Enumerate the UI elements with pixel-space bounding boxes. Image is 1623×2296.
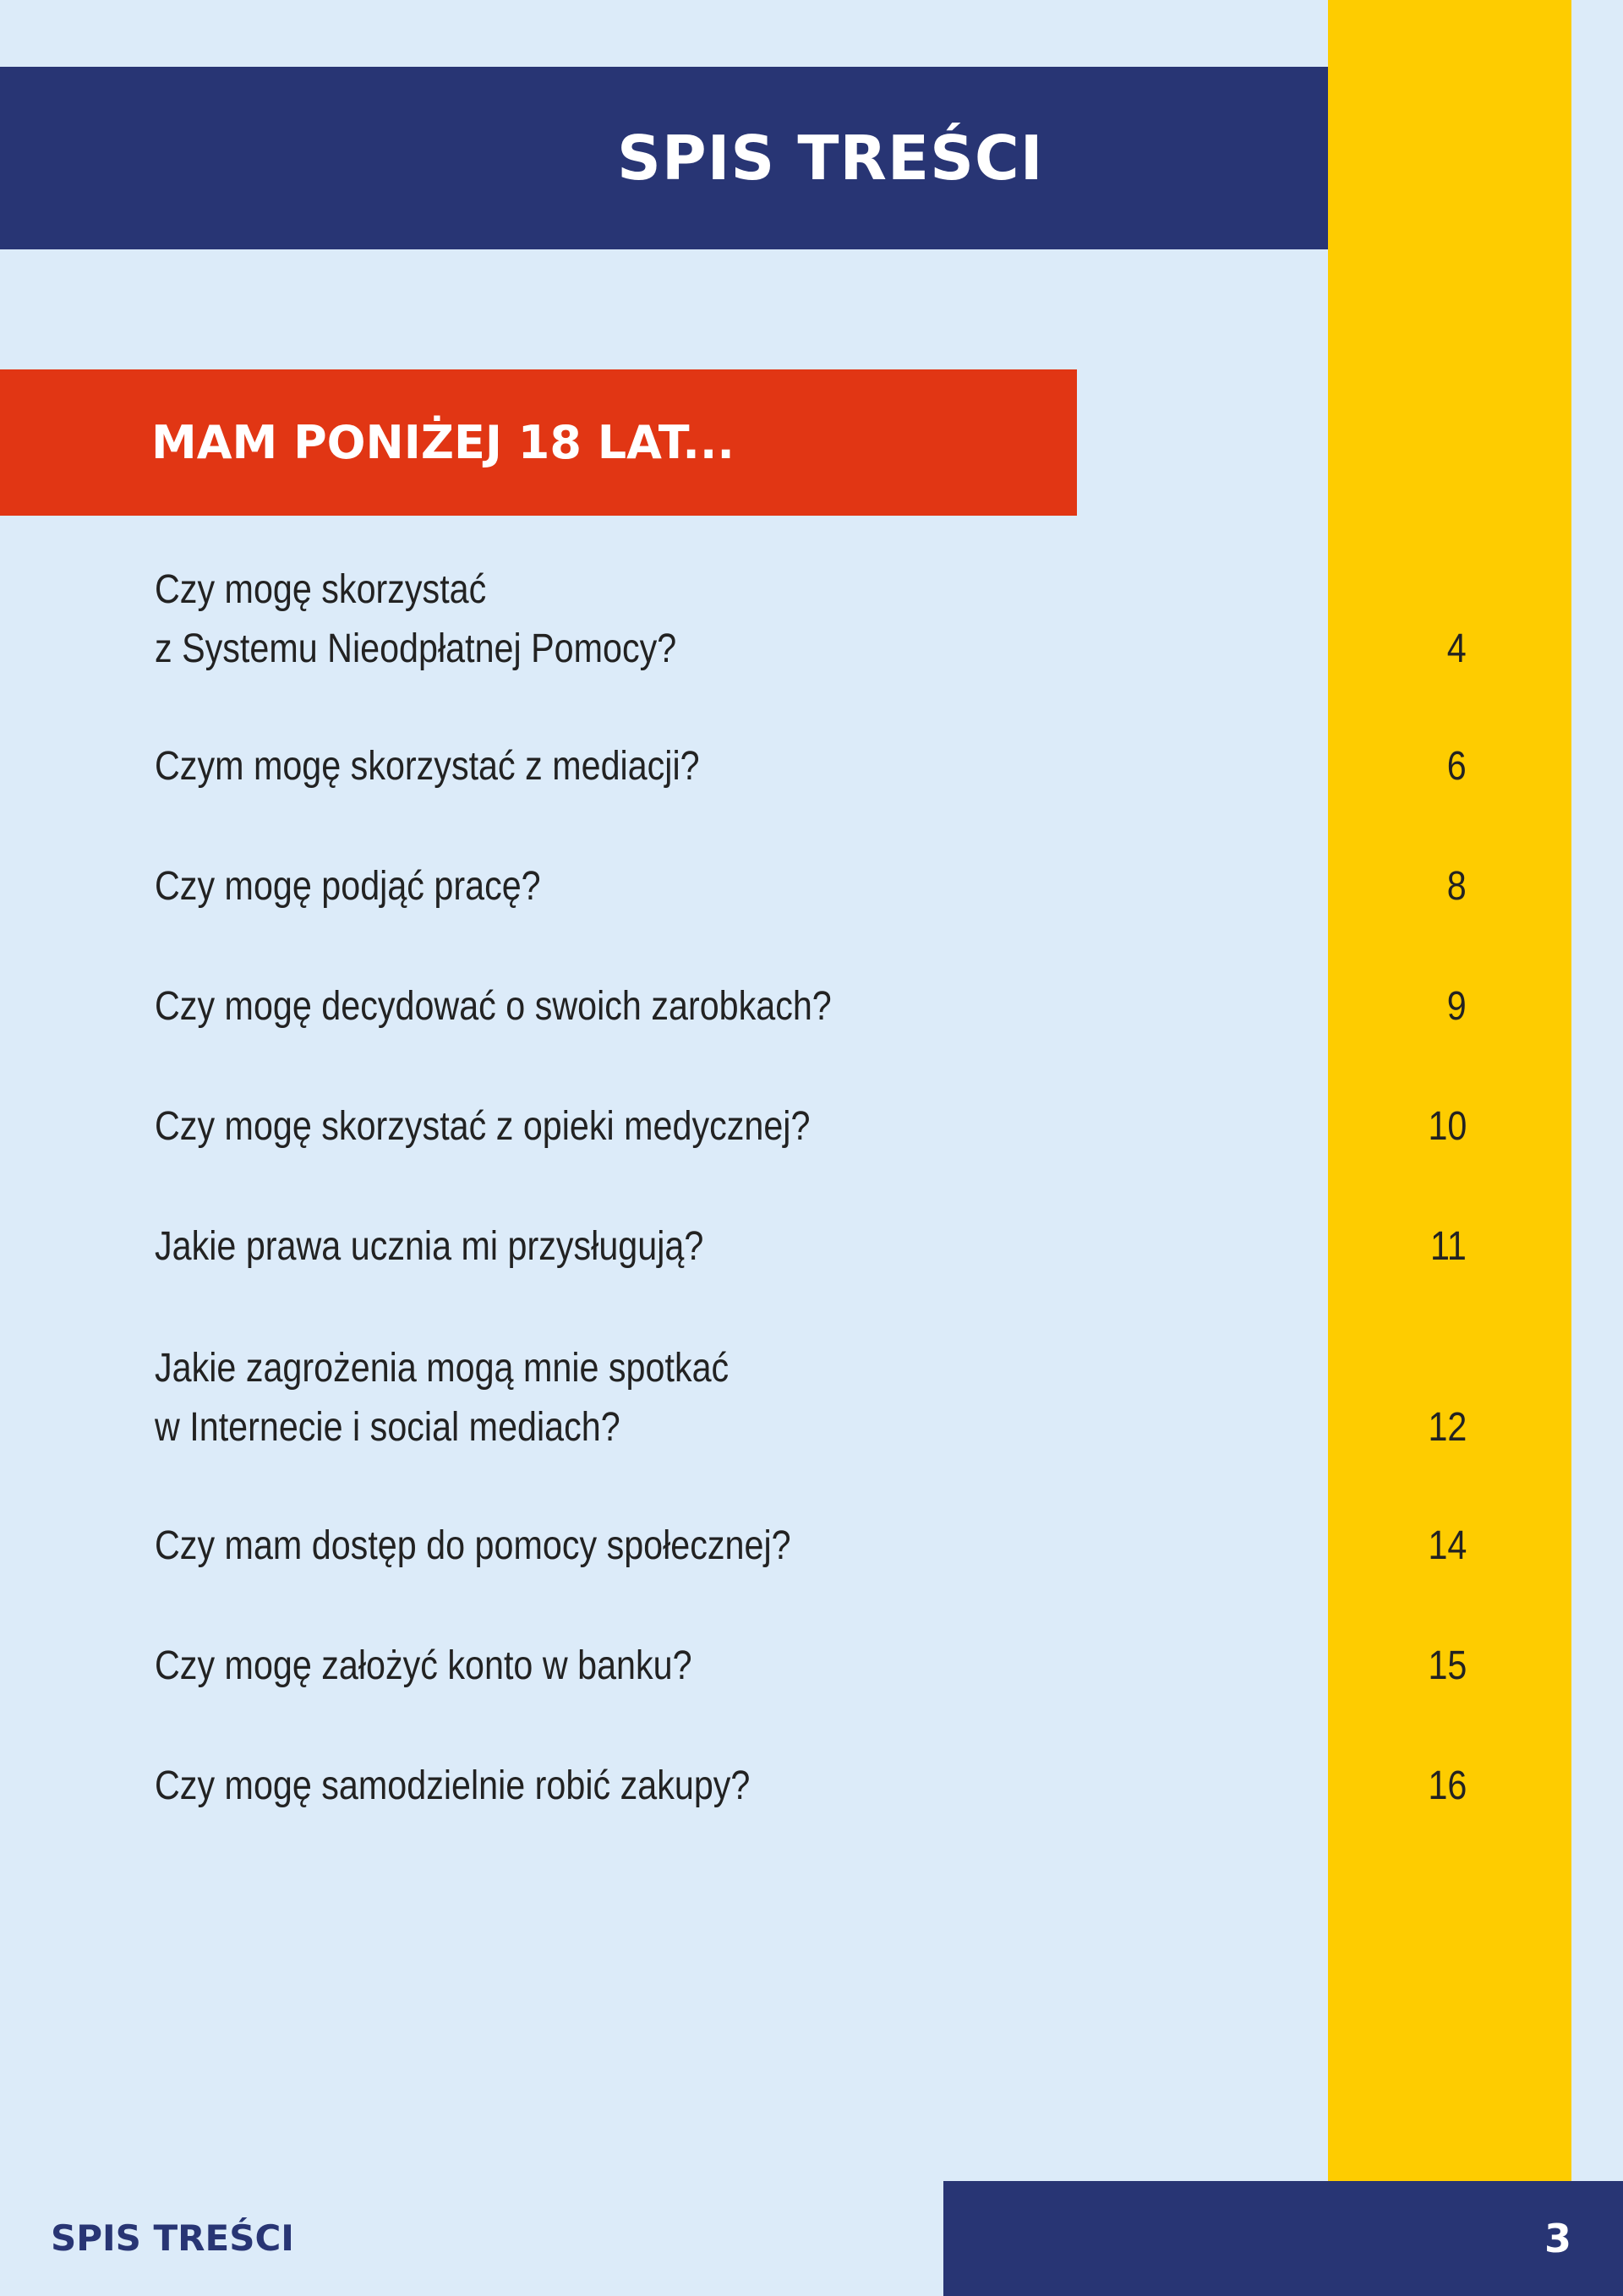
toc-entry[interactable]: [155, 1757, 1467, 1816]
toc-entry-page: 10: [1428, 1104, 1467, 1149]
toc-entry-page: 15: [1428, 1643, 1467, 1688]
footer-label: SPIS TREŚCI: [51, 2217, 294, 2259]
toc-entry-page: 8: [1447, 864, 1467, 909]
toc-entry-text: Czy mogę podjąć pracę?: [155, 864, 541, 909]
toc-entry-text: Czy mogę założyć konto w banku?: [155, 1643, 692, 1688]
toc-entry-text: Czy mogę samodzielnie robić zakupy?: [155, 1763, 751, 1808]
toc-entry-page: 12: [1428, 1405, 1467, 1450]
toc-entry[interactable]: [155, 1517, 1467, 1576]
toc-entry[interactable]: [155, 1339, 1467, 1457]
toc-entry[interactable]: [155, 1097, 1467, 1156]
toc-entry[interactable]: [155, 857, 1467, 916]
toc-entry[interactable]: [155, 560, 1467, 679]
section-title: MAM PONIŻEJ 18 LAT...: [151, 416, 735, 469]
toc-entry-page: 6: [1447, 744, 1467, 789]
yellow-side-stripe: [1328, 0, 1571, 2181]
toc-entry-page: 14: [1428, 1523, 1467, 1568]
toc-entry-text: Czy mam dostęp do pomocy społecznej?: [155, 1523, 791, 1568]
toc-entry[interactable]: [155, 737, 1467, 796]
toc-entry[interactable]: [155, 1637, 1467, 1696]
toc-entry-text: Czym mogę skorzystać z mediacji?: [155, 744, 700, 789]
toc-entry-text: Czy mogę skorzystać z Systemu Nieodpłatnej Pomocy?: [155, 567, 677, 671]
toc-entry-text: Jakie prawa ucznia mi przysługują?: [155, 1224, 704, 1269]
toc-entry-page: 11: [1430, 1224, 1467, 1269]
footer-bar: [943, 2181, 1623, 2296]
toc-entry-text: Jakie zagrożenia mogą mnie spotkać w Internecie i social mediach?: [155, 1346, 730, 1450]
page-title: SPIS TREŚCI: [617, 123, 1044, 194]
toc-entry-page: 9: [1447, 984, 1467, 1029]
toc-entry[interactable]: [155, 1217, 1467, 1276]
toc-entry-page: 4: [1447, 626, 1467, 671]
toc-entry-text: Czy mogę skorzystać z opieki medycznej?: [155, 1104, 811, 1149]
toc-entry-page: 16: [1428, 1763, 1467, 1808]
page-number: 3: [1544, 2216, 1571, 2261]
toc-entry-text: Czy mogę decydować o swoich zarobkach?: [155, 984, 832, 1029]
toc-entry[interactable]: [155, 977, 1467, 1036]
